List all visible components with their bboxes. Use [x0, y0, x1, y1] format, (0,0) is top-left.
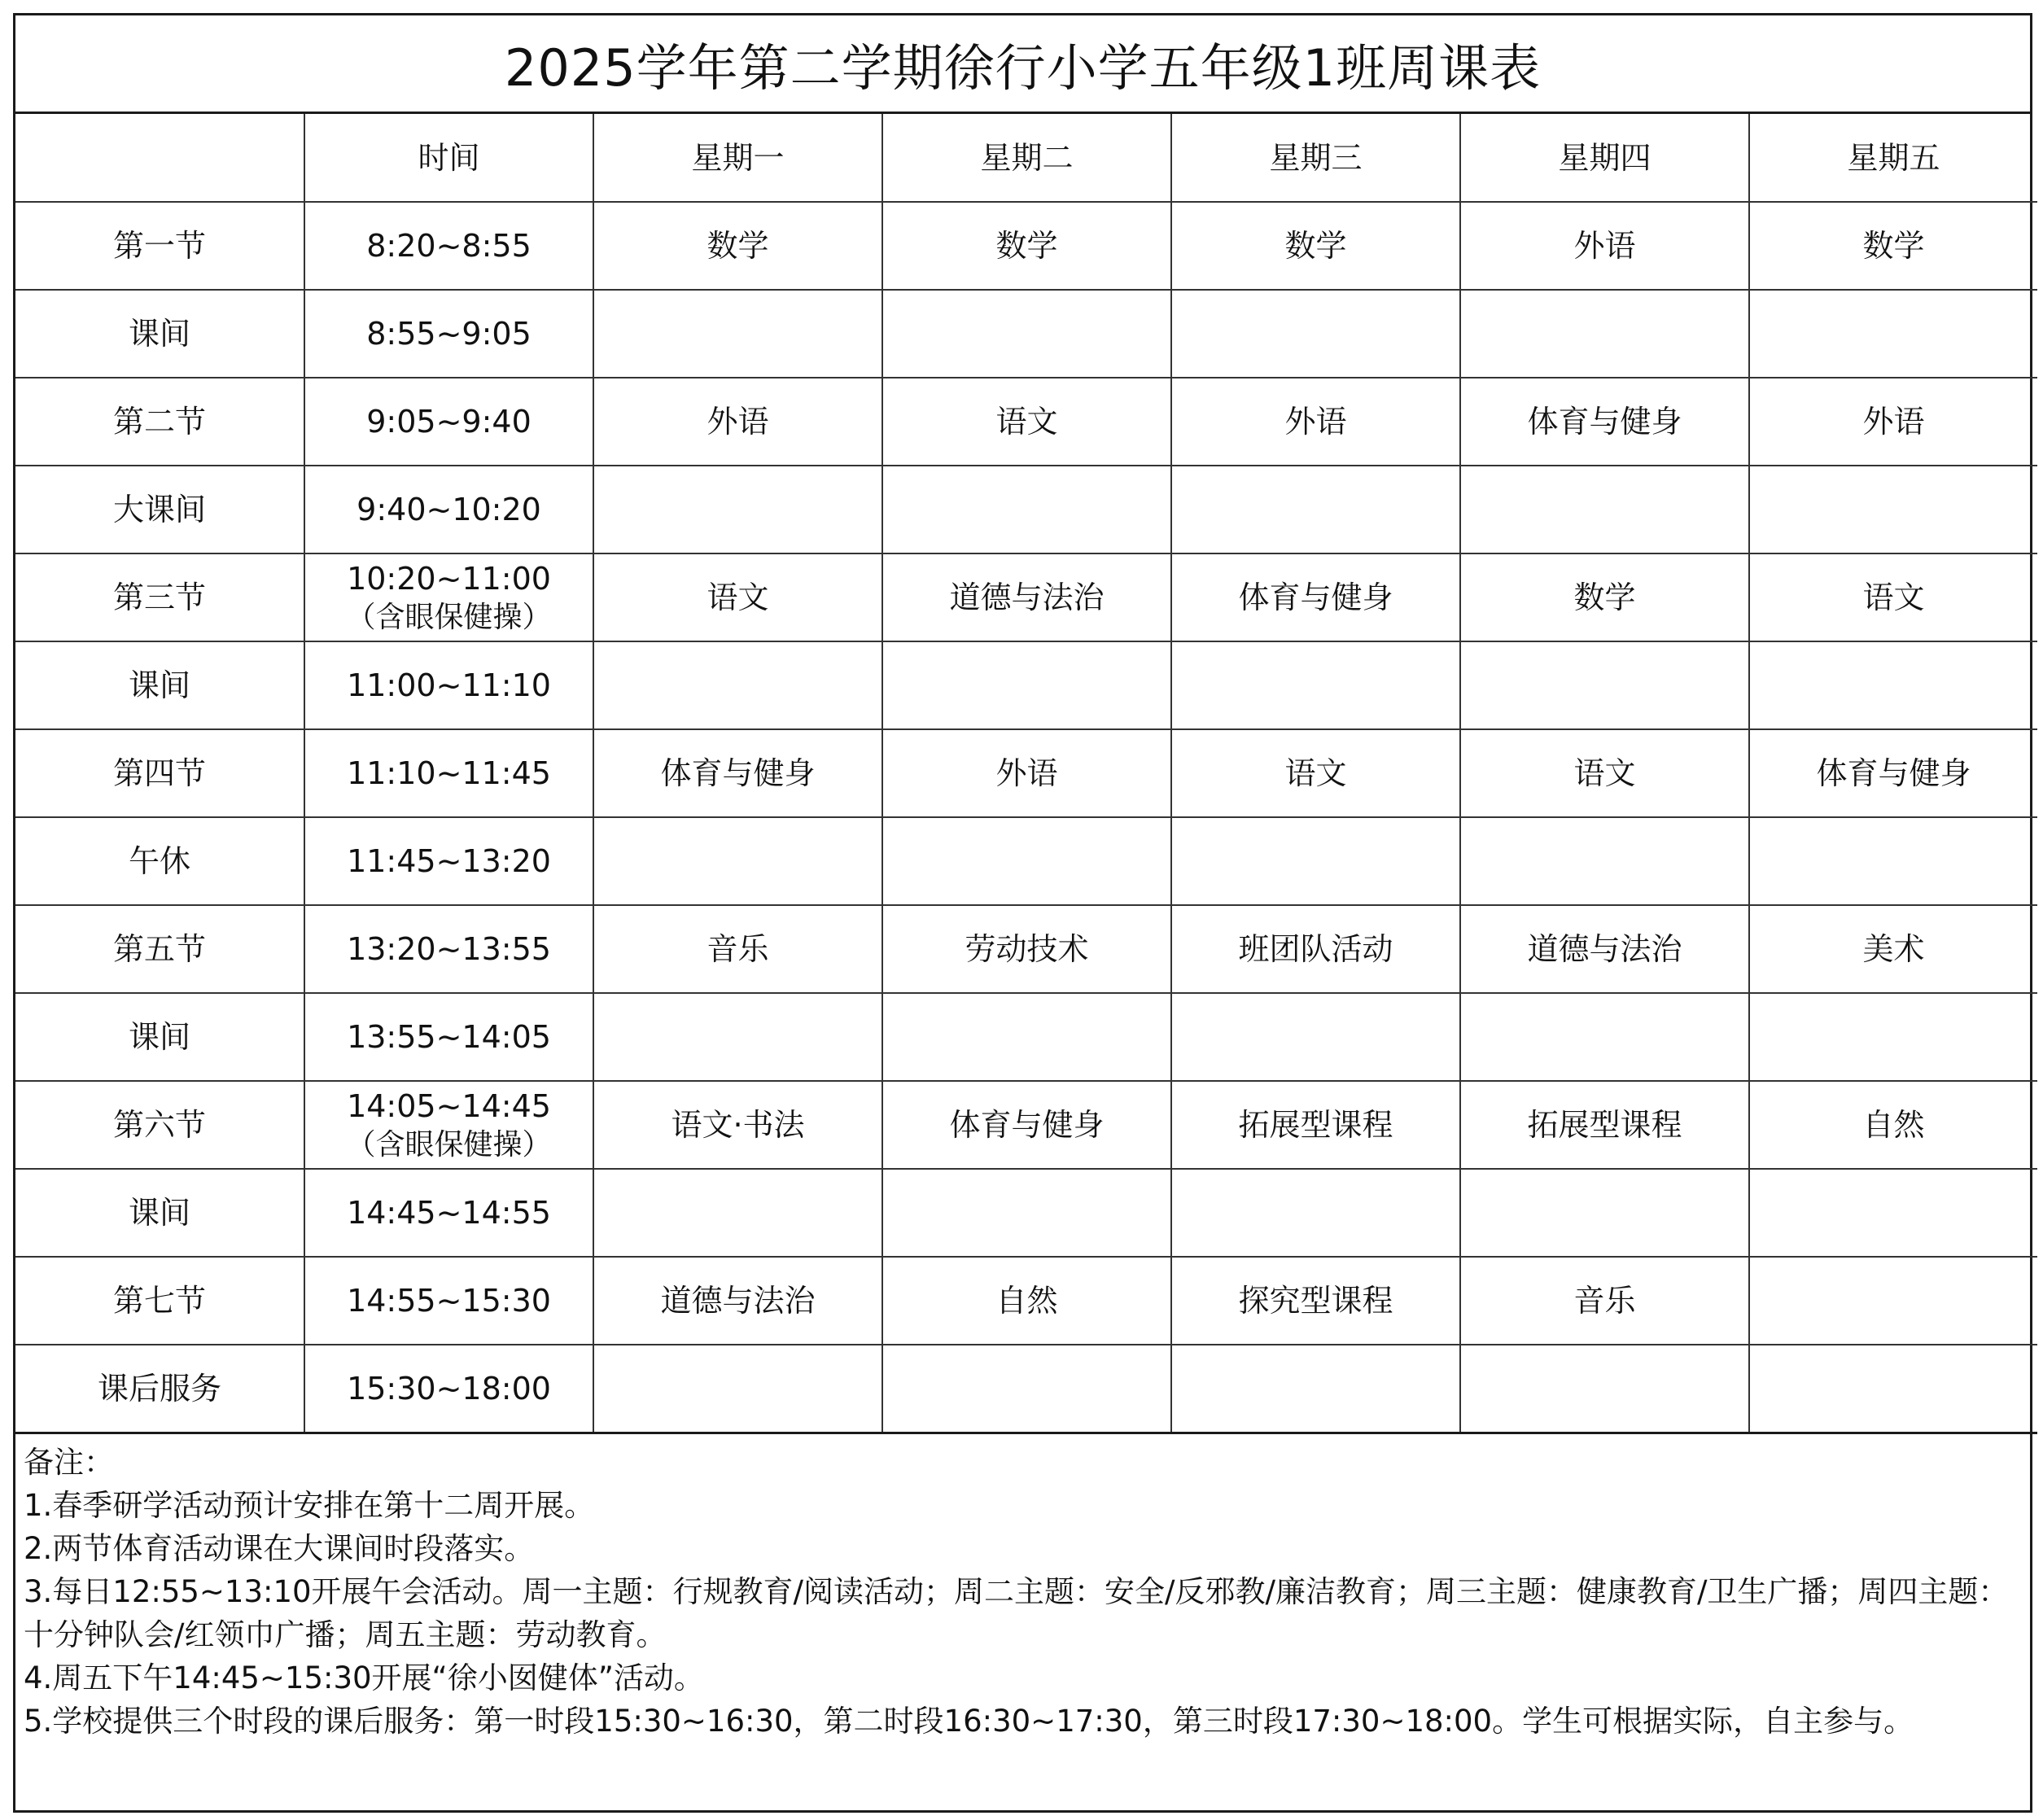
subject-cell: 体育与健身: [1749, 729, 2037, 817]
subject-cell: 道德与法治: [1460, 905, 1749, 993]
period-cell: 课间: [15, 1169, 304, 1257]
page-title: 2025学年第二学期徐行小学五年级1班周课表: [15, 15, 2030, 114]
subject-cell: 道德与法治: [882, 553, 1171, 641]
subject-cell: 体育与健身: [1460, 378, 1749, 466]
note-item: 2.两节体育活动课在大课间时段落实。: [24, 1530, 535, 1566]
time-range: 14:45~14:55: [347, 1195, 551, 1231]
subject-cell: 体育与健身: [882, 1081, 1171, 1169]
period-cell: 第一节: [15, 202, 304, 290]
header-time-cell: 时间: [304, 114, 593, 202]
subject-cell: 语文: [593, 553, 882, 641]
subject-cell: [1460, 817, 1749, 905]
period-cell: 第六节: [15, 1081, 304, 1169]
subject-cell: 自然: [1749, 1081, 2037, 1169]
time-cell: [304, 1345, 593, 1433]
time-cell: [304, 553, 593, 641]
time-range: 9:40~10:20: [357, 492, 541, 527]
subject-cell: 音乐: [1460, 1257, 1749, 1345]
note-item: 1.春季研学活动预计安排在第十二周开展。: [24, 1487, 595, 1523]
subject-cell: 数学: [1749, 202, 2037, 290]
schedule-body: [15, 114, 2037, 1433]
subject-cell: [1460, 290, 1749, 378]
subject-cell: 语文: [1460, 729, 1749, 817]
header-day-monday: 星期一: [593, 114, 882, 202]
subject-cell: 数学: [882, 202, 1171, 290]
subject-cell: 数学: [593, 202, 882, 290]
notes-section: [15, 1434, 2030, 1743]
subject-cell: [1171, 641, 1460, 729]
subject-cell: 拓展型课程: [1171, 1081, 1460, 1169]
subject-cell: [1171, 817, 1460, 905]
period-cell: 课后服务: [15, 1345, 304, 1433]
period-cell: 第二节: [15, 378, 304, 466]
subject-cell: [593, 290, 882, 378]
time-range: 14:05~14:45: [347, 1088, 551, 1124]
subject-cell: [1460, 641, 1749, 729]
schedule-row: [15, 290, 2037, 378]
time-cell: [304, 202, 593, 290]
subject-cell: [1460, 1345, 1749, 1433]
subject-cell: [593, 466, 882, 553]
subject-cell: [882, 993, 1171, 1081]
time-cell: [304, 729, 593, 817]
subject-cell: 音乐: [593, 905, 882, 993]
subject-cell: [1749, 1169, 2037, 1257]
subject-cell: [593, 817, 882, 905]
schedule-row: [15, 553, 2037, 641]
subject-cell: 班团队活动: [1171, 905, 1460, 993]
subject-cell: [1749, 817, 2037, 905]
schedule-row: [15, 466, 2037, 553]
subject-cell: 外语: [882, 729, 1171, 817]
schedule-row: [15, 1257, 2037, 1345]
subject-cell: [882, 1169, 1171, 1257]
header-day-tuesday: 星期二: [882, 114, 1171, 202]
schedule-row: [15, 1081, 2037, 1169]
schedule-sheet: [13, 13, 2032, 1813]
subject-cell: 探究型课程: [1171, 1257, 1460, 1345]
time-cell: [304, 466, 593, 553]
note-item: 5.学校提供三个时段的课后服务：第一时段15:30~16:30，第二时段16:30~17:30，第三时段17:30~18:00。学生可根据实际，自主参与。: [24, 1703, 1914, 1739]
period-cell: 第四节: [15, 729, 304, 817]
subject-cell: 数学: [1460, 553, 1749, 641]
subject-cell: [1171, 993, 1460, 1081]
subject-cell: [1460, 466, 1749, 553]
time-range: 13:20~13:55: [347, 931, 551, 967]
subject-cell: [1171, 290, 1460, 378]
time-cell: [304, 817, 593, 905]
time-range: 8:20~8:55: [366, 228, 532, 264]
subject-cell: 拓展型课程: [1460, 1081, 1749, 1169]
subject-cell: 美术: [1749, 905, 2037, 993]
subject-cell: 外语: [1749, 378, 2037, 466]
schedule-row: [15, 378, 2037, 466]
time-range: 10:20~11:00: [347, 561, 551, 597]
header-day-friday: 星期五: [1749, 114, 2037, 202]
subject-cell: [1749, 290, 2037, 378]
subject-cell: [593, 993, 882, 1081]
note-item: 4.周五下午14:45~15:30开展“徐小囡健体”活动。: [24, 1660, 704, 1695]
time-range: 9:05~9:40: [366, 404, 532, 440]
subject-cell: 劳动技术: [882, 905, 1171, 993]
subject-cell: 外语: [1171, 378, 1460, 466]
subject-cell: 语文: [882, 378, 1171, 466]
schedule-row: [15, 1345, 2037, 1433]
period-cell: 午休: [15, 817, 304, 905]
subject-cell: [1749, 1257, 2037, 1345]
period-cell: 第七节: [15, 1257, 304, 1345]
period-cell: 课间: [15, 290, 304, 378]
time-range: 11:10~11:45: [347, 755, 551, 791]
time-cell: [304, 1257, 593, 1345]
time-range: 13:55~14:05: [347, 1019, 551, 1055]
subject-cell: [1749, 641, 2037, 729]
subject-cell: [593, 1345, 882, 1433]
subject-cell: 体育与健身: [593, 729, 882, 817]
time-note: （含眼保健操）: [346, 1128, 552, 1162]
time-cell: [304, 1169, 593, 1257]
time-range: 15:30~18:00: [347, 1370, 551, 1407]
schedule-row: [15, 1169, 2037, 1257]
subject-cell: 外语: [593, 378, 882, 466]
subject-cell: [1749, 1345, 2037, 1433]
subject-cell: 道德与法治: [593, 1257, 882, 1345]
time-range: 8:55~9:05: [366, 316, 532, 352]
subject-cell: [1460, 993, 1749, 1081]
subject-cell: 语文: [1171, 729, 1460, 817]
subject-cell: [882, 641, 1171, 729]
subject-cell: 语文: [1749, 553, 2037, 641]
subject-cell: [882, 1345, 1171, 1433]
subject-cell: [593, 1169, 882, 1257]
subject-cell: [1171, 1169, 1460, 1257]
subject-cell: [882, 466, 1171, 553]
header-day-wednesday: 星期三: [1171, 114, 1460, 202]
time-cell: [304, 993, 593, 1081]
period-cell: 课间: [15, 993, 304, 1081]
subject-cell: 语文·书法: [593, 1081, 882, 1169]
time-cell: [304, 905, 593, 993]
period-cell: 第三节: [15, 553, 304, 641]
subject-cell: 自然: [882, 1257, 1171, 1345]
schedule-row: [15, 641, 2037, 729]
notes-heading: 备注：: [24, 1444, 114, 1480]
time-note: （含眼保健操）: [346, 601, 552, 634]
schedule-row: [15, 729, 2037, 817]
subject-cell: 体育与健身: [1171, 553, 1460, 641]
subject-cell: 数学: [1171, 202, 1460, 290]
note-item: 3.每日12:55~13:10开展午会活动。周一主题：行规教育/阅读活动；周二主题：安全/反邪教/廉洁教育；周三主题：健康教育/卫生广播；周四主题：十分钟队会/红领巾广播；周五主题：劳动教育。: [24, 1573, 2009, 1652]
time-cell: [304, 378, 593, 466]
time-cell: [304, 1081, 593, 1169]
schedule-row: [15, 202, 2037, 290]
subject-cell: 外语: [1460, 202, 1749, 290]
time-cell: [304, 641, 593, 729]
header-row: [15, 114, 2037, 202]
time-range: 11:00~11:10: [347, 667, 551, 703]
schedule-row: [15, 993, 2037, 1081]
subject-cell: [882, 817, 1171, 905]
schedule-row: [15, 817, 2037, 905]
period-cell: 课间: [15, 641, 304, 729]
time-cell: [304, 290, 593, 378]
schedule-table: [15, 114, 2037, 1434]
subject-cell: [593, 641, 882, 729]
period-cell: 大课间: [15, 466, 304, 553]
header-blank-cell: [15, 114, 304, 202]
schedule-row: [15, 905, 2037, 993]
time-range: 14:55~15:30: [347, 1283, 551, 1319]
subject-cell: [1171, 1345, 1460, 1433]
subject-cell: [1749, 993, 2037, 1081]
subject-cell: [1460, 1169, 1749, 1257]
subject-cell: [1171, 466, 1460, 553]
subject-cell: [882, 290, 1171, 378]
time-range: 11:45~13:20: [347, 843, 551, 879]
header-day-thursday: 星期四: [1460, 114, 1749, 202]
subject-cell: [1749, 466, 2037, 553]
period-cell: 第五节: [15, 905, 304, 993]
